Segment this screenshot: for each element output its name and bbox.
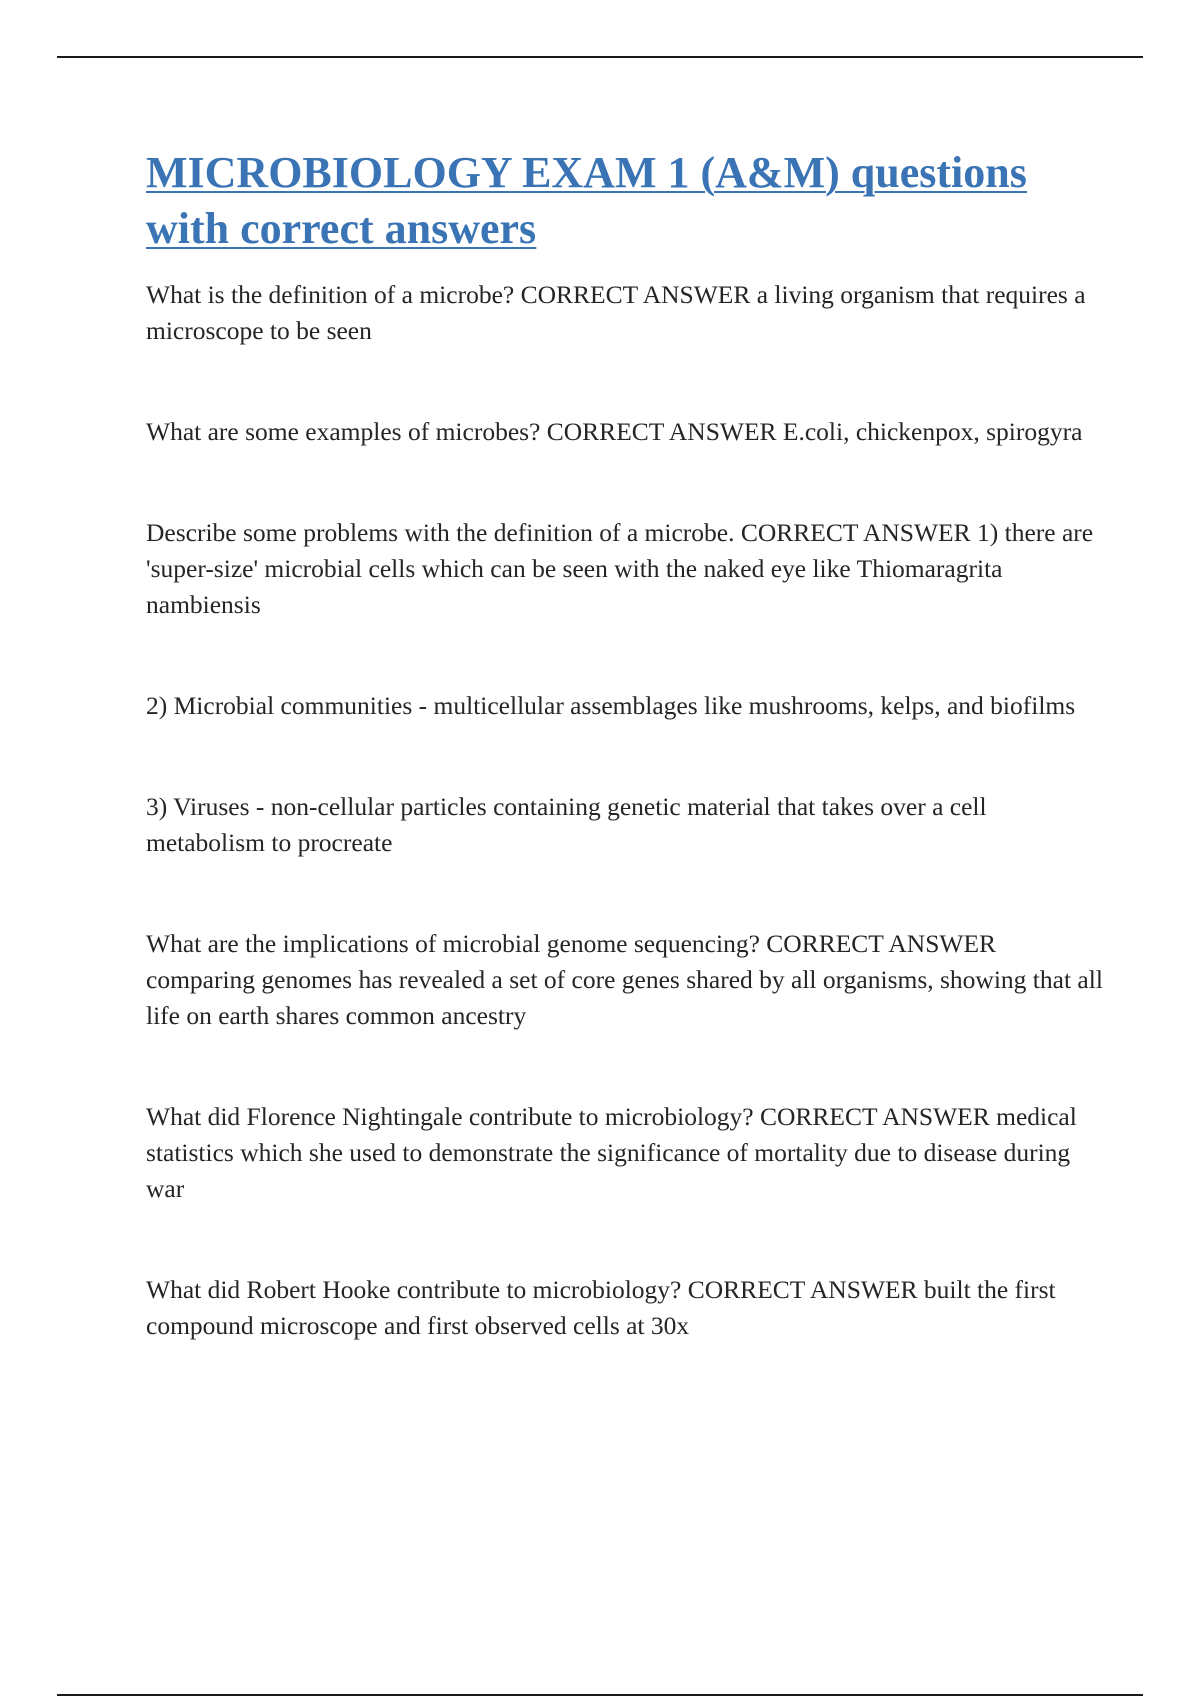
document-title[interactable]: MICROBIOLOGY EXAM 1 (A&M) questions with correct answers: [146, 148, 1027, 253]
document-page: [146, 145, 1110, 1409]
qa-list: [146, 277, 1110, 1344]
qa-entry: What are some examples of microbes? CORRECT ANSWER E.coli, chickenpox, spirogyra: [146, 417, 1083, 446]
qa-entry: What is the definition of a microbe? CORRECT ANSWER a living organism that requires a microscope to be seen: [146, 280, 1092, 345]
qa-entry: What did Robert Hooke contribute to microbiology? CORRECT ANSWER built the first compound microscope and first observed cells at 30x: [146, 1275, 1063, 1340]
qa-entry: What are the implications of microbial genome sequencing? CORRECT ANSWER comparing genomes has revealed a set of core genes shared by all organisms, showing that all life on earth shares common ancestry: [146, 929, 1110, 1030]
qa-entry: 2) Microbial communities - multicellular assemblages like mushrooms, kelps, and biofilms: [146, 691, 1076, 720]
document-title-link[interactable]: [146, 145, 1106, 257]
top-divider: [57, 56, 1143, 58]
bottom-divider: [57, 1694, 1143, 1696]
qa-entry: What did Florence Nightingale contribute to microbiology? CORRECT ANSWER medical statistics which she used to demonstrate the significance of mortality due to disease during war: [146, 1102, 1084, 1203]
qa-entry: 3) Viruses - non-cellular particles containing genetic material that takes over a cell metabolism to procreate: [146, 792, 993, 857]
qa-entry: Describe some problems with the definition of a microbe. CORRECT ANSWER 1) there are 'super-size' microbial cells which can be seen with the naked eye like Thiomaragrita nambiensis: [146, 518, 1100, 619]
